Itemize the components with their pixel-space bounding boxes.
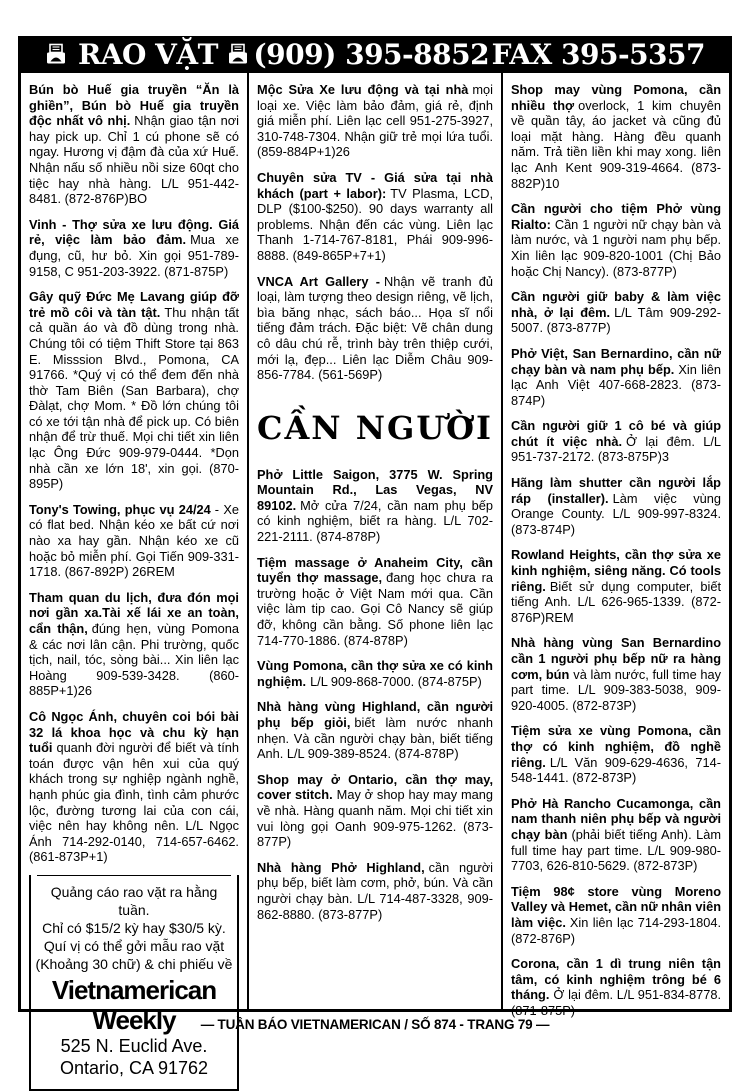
page-title: RAO VẶT bbox=[78, 38, 218, 71]
publisher-info-box bbox=[29, 875, 239, 1091]
masthead-phone: (909) 395-8852 bbox=[253, 38, 490, 71]
ad-body: (phải biết tiếng Anh). Làm full time hay part time. L/L 909-980-7703, 626-810-5629. (872-873P) bbox=[511, 826, 722, 874]
ad-lead: Shop may ở Ontario, cần thợ may, cover stitch. bbox=[257, 771, 494, 803]
ad-body: cần người phụ bếp, biết làm cơm, phở, bún. Và cần người chạy bàn. L/L 714-487-3328, 909-862-8880. (873-877P) bbox=[257, 859, 494, 922]
ad-lead: Tham quan du lịch, đưa đón mọi nơi gần xa.Tài xế lái xe an toàn, cẩn thận, bbox=[29, 589, 239, 636]
fax-machine-icon bbox=[45, 43, 69, 67]
ad-shop-may-ontario bbox=[257, 772, 493, 850]
ad-body: TV Plasma, LCD, DLP ($100-$250). 90 days warranty all problems. Nhận đến các vùng. Liên lạc Thanh 1-714-767-8181, Phái 909-996-8888. (849-865P+7+1) bbox=[257, 185, 494, 263]
ad-lead: Tony's Towing, phục vụ 24/24 bbox=[29, 501, 211, 517]
ad-lead: Cô Ngọc Ánh, chuyên coi bói bài 32 lá khoa học và chu kỳ hạn tuổi bbox=[29, 708, 239, 756]
ad-lead: Corona, cần 1 dì trung niên tận tâm, có kinh nghiệm trông bé 6 tháng. bbox=[511, 956, 722, 1003]
section-header-help-wanted: CẦN NGƯỜI bbox=[257, 408, 494, 447]
publisher-name: Vietnamerican Weekly bbox=[51, 974, 217, 1035]
ad-body: đúng hẹn, vùng Pomona & các nơi lân cận. Phi trường, quốc tịch, nail, tóc, sòng bài... Xin liên lạc Hoàng 909-539-3428. (860-885P+1)26 bbox=[29, 621, 239, 699]
ad-lead: VNCA Art Gallery - bbox=[257, 273, 380, 289]
ad-chuyen-sua-tv bbox=[257, 170, 493, 264]
pubbox-line: Quảng cáo rao vặt ra hằng tuần. bbox=[50, 883, 218, 918]
ad-lead: Gây quỹ Đức Mẹ Lavang giúp đỡ trẻ mồ côi và tàn tật. bbox=[29, 289, 239, 320]
fax-machine-icon bbox=[227, 43, 251, 67]
publisher-address-street: 525 N. Euclid Ave. bbox=[60, 1035, 208, 1056]
ad-corona-trong-be bbox=[511, 956, 721, 1018]
masthead-title-group bbox=[45, 38, 251, 71]
ad-lead: Phở Hà Rancho Cucamonga, cần nam thanh niên phụ bếp và người chạy bàn bbox=[511, 795, 722, 842]
ad-body: L/L 909-868-7000. (874-875P) bbox=[310, 673, 482, 689]
ad-hang-lam-shutter bbox=[511, 475, 721, 537]
ad-body: biết làm nước nhanh nhẹn. Và cần người chạy bàn, biết tiếng Anh. L/L 909-389-8524. (874-878P) bbox=[257, 715, 494, 762]
ad-nha-hang-highland bbox=[257, 699, 493, 761]
ad-lead: Vinh - Thợ sửa xe lưu động. Giá rẻ, việc làm bảo đảm. bbox=[29, 216, 239, 248]
ad-lead: Cần người cho tiệm Phở vùng Rialto: bbox=[511, 201, 722, 232]
ad-lead: Cần người giữ 1 cô bé và giúp chút ít việc nhà. bbox=[511, 418, 722, 449]
page-footer: — TUẦN BÁO VIETNAMERICAN / SỐ 874 - TRANG 79 — bbox=[200, 1017, 550, 1032]
ad-tiem-sua-xe-pomona bbox=[511, 723, 721, 785]
ad-lead: Hãng làm shutter cần người lắp ráp (installer). bbox=[511, 475, 722, 506]
ad-body: Biết sử dụng computer, biết tiếng Anh. L/L 626-965-1339. (872-876P)REM bbox=[511, 578, 722, 625]
ad-lead: Nhà hàng vùng San Bernardino cần 1 người phụ bếp nữ ra hàng cơm, bún bbox=[511, 635, 722, 682]
pubbox-line: (Khoảng 30 chữ) & chi phiếu về bbox=[35, 955, 233, 972]
pubbox-line: Quí vị có thể gởi mẫu rao vặt bbox=[43, 937, 225, 954]
ad-body: Thu nhận tất cả quần áo và đồ dùng trong nhà. Chúng tôi có tiệm Thift Store tại 863 E. Misssion Blvd., Pomona, CA 91766. *Quý vị có thể đem đến nhà thờ Tam Biên (San Barbara), chợ Đàlạt, chợ Mom. * Đồ lớn chúng tôi có xe tới tận nhà để pick up. Có biên nhận để trừ thuế. Mọi chi tiết xin liên lạc Ông Đức 909-979-0444. *Dọn nhà cần xe lớn 18', xin gọi. (870-895P) bbox=[29, 304, 240, 492]
ad-nha-hang-pho-highland bbox=[257, 860, 493, 922]
masthead bbox=[21, 36, 729, 73]
ad-pho-viet-san-bernardino bbox=[511, 346, 721, 408]
ad-body: overlock, 1 kim chuyên về quần tây, áo jacket và cũng đủ loại mặt hàng. Hàng đều quanh năm. Trả tiền liền khi may xong. liên lạc Anh Kent 909-319-4664. (873-882P)10 bbox=[511, 97, 722, 191]
masthead-fax: FAX 395-5357 bbox=[491, 38, 705, 71]
ad-vinh-tho-sua-xe bbox=[29, 217, 239, 279]
column-3 bbox=[501, 73, 729, 1018]
ad-body: quanh đời người để biết và tính toán được vận hên xui của quý khách trong sự nghiệp ngành nghề, hạnh phúc gia đình, tình cảm phước lộc, đường tương lai của con cái, việc nên hay không nên. L/L Ngọc Ánh 714-292-0140, 714-657-6462. (861-873P+1) bbox=[29, 740, 239, 865]
ad-body: và làm nước, full time hay part time. L/L 909-383-5038, 909-920-4005. (872-873P) bbox=[511, 666, 722, 713]
ad-body: - Xe có flat bed. Nhận kéo xe bất cứ nơi nào xa hay gần. Nhận kéo xe cũ hoặc bỏ miễn phí. Gọi Tiến 909-331-1718. (867-892P) 26REM bbox=[29, 501, 239, 580]
ad-tiem-massage-anaheim bbox=[257, 555, 493, 649]
ad-lead: Tiệm massage ở Anaheim City, cần tuyển thợ massage, bbox=[257, 554, 494, 586]
ad-nha-hang-san-bernardino bbox=[511, 635, 721, 713]
column-2 bbox=[247, 73, 501, 1009]
ad-body: Nhận vẽ tranh đủ loại, làm tượng theo design riêng, vẽ lịch, bìa băng nhạc, sách báo... Họa sĩ nổi tiếng đảm trách. Đặc biệt: Vẽ chân dung cô dâu chú rễ, trình bày trên thiệp cưới, mới lạ, đẹp... Liên lạc Diễm Châu 909-856-7784. (561-569P) bbox=[257, 273, 494, 383]
ad-body: Ở lại đêm. L/L 951-834-8778. (871-875P) bbox=[511, 987, 722, 1018]
ad-98c-store-moreno-valley bbox=[511, 884, 721, 946]
ad-body: L/L Văn 909-629-4636, 714-548-1441. (872-873P) bbox=[511, 754, 722, 786]
ad-body: May ở shop hay may mang về nhà. Hàng quanh năm. Mọi chi tiết xin vui lòng gọi Oanh 909-975-1262. (873-877P) bbox=[257, 787, 494, 850]
ad-gay-quy-duc-me-lavang bbox=[29, 289, 239, 492]
ad-body: L/L Tâm 909-292-5007. (873-877P) bbox=[511, 304, 722, 336]
ad-lead: Tiệm sửa xe vùng Pomona, cần thợ có kinh nghiệm, đồ nghề riêng. bbox=[511, 723, 722, 770]
ad-bun-bo-hue bbox=[29, 82, 239, 207]
ad-body: Ở lại đêm. L/L 951-737-2172. (873-875P)3 bbox=[511, 433, 722, 465]
ad-lead: Tiệm 98¢ store vùng Moreno Valley và Hemet, cần nữ nhân viên làm việc. bbox=[511, 883, 722, 930]
ad-lead: Nhà hàng vùng Highland, cần người phụ bếp giỏi, bbox=[257, 699, 494, 730]
ad-tonys-towing bbox=[29, 502, 239, 580]
ad-lead: Vùng Pomona, cần thợ sửa xe có kinh nghiệm. bbox=[257, 658, 494, 689]
column-1 bbox=[21, 73, 247, 1078]
ad-body: Mua xe đụng, cũ, hư bỏ. Xin gọi 951-789-9158, C 951-203-3922. (871-875P) bbox=[29, 232, 240, 279]
ad-body: Xin liên lạc Anh Việt 407-668-2823. (873-874P) bbox=[511, 361, 722, 408]
ad-rowland-heights bbox=[511, 547, 721, 625]
ad-pho-little-saigon bbox=[257, 467, 493, 545]
ad-shop-may-pomona bbox=[511, 82, 721, 191]
ad-body: Nhận giao tận nơi hay pick up. Chỉ 1 cú phone sẽ có ngay. Hương vị đậm đà của xứ Huế. Nhận nấu số nhiều nồi size 60qt cho tiệc hay nhà hàng. L/L 951-442-8481. (872-876P)BO bbox=[29, 113, 239, 207]
ad-lead: Shop may vùng Pomona, cần nhiều thợ bbox=[511, 82, 722, 113]
ad-lead: Rowland Heights, cần thợ sửa xe kinh nghiệm, siêng năng. Có tools riêng. bbox=[511, 547, 722, 594]
ad-lead: Nhà hàng Phở Highland, bbox=[257, 859, 425, 875]
ad-vnca-art-gallery bbox=[257, 274, 493, 383]
ad-lead: Phở Việt, San Bernardino, cần nữ chạy bàn và nam phụ bếp. bbox=[511, 345, 722, 377]
ad-body: Mở cửa 7/24, cần nam phụ bếp có kinh nghiệm, biết ra hàng. L/L 702-221-2111. (874-878P) bbox=[257, 497, 494, 545]
ad-co-ngoc-anh bbox=[29, 709, 239, 865]
ad-body: đang học chưa ra trường hoặc ở Việt Nam mới qua. Cần việc làm tip cao. Gọi Cô Nancy sẽ giúp đỡ, không cần bằng. Số phone liên lạc 714-770-1886. (874-878P) bbox=[257, 570, 494, 648]
ad-pho-ha-rancho-cucamonga bbox=[511, 796, 721, 874]
ad-lead: Bún bò Huế gia truyền “Ăn là ghiền”, Bún bò Huế gia truyền độc nhất vô nhị. bbox=[29, 82, 239, 129]
ad-lead: Mộc Sửa Xe lưu động và tại nhà bbox=[257, 82, 469, 97]
ad-lead: Cần người giữ baby & làm việc nhà, ở lại đêm. bbox=[511, 289, 722, 320]
ad-body: Làm việc vùng Orange County. L/L 909-997-8324. (873-874P) bbox=[511, 490, 722, 537]
pubbox-line: Chỉ có $15/2 kỳ hay $30/5 kỳ. bbox=[42, 919, 226, 936]
ad-lead: Phở Little Saigon, 3775 W. Spring Mountain Rd., Las Vegas, NV 89102. bbox=[257, 466, 494, 513]
ad-giu-baby-viec-nha bbox=[511, 289, 721, 336]
ad-body: Cần 1 người nữ chạy bàn và làm nước, và 1 người nam phụ bếp. Xin liên lạc 909-820-1001 (Chị Bảo hoặc Chị Nancy). (873-877P) bbox=[511, 216, 722, 279]
ad-body: mọi loại xe. Việc làm bảo đảm, giá rẻ, định giá miễn phí. Liên lạc cell 951-275-3927, 310-748-7304. Nhận giữ trẻ mọi lứa tuổi. (859-884P+1)26 bbox=[257, 82, 494, 160]
ad-vung-pomona-tho-sua-xe bbox=[257, 658, 493, 689]
ad-giu-co-be bbox=[511, 418, 721, 465]
ad-lead: Chuyên sửa TV - Giá sửa tại nhà khách (part + labor): bbox=[257, 169, 494, 201]
publisher-address-city: Ontario, CA 91762 bbox=[59, 1057, 209, 1078]
ad-moc-sua-xe bbox=[257, 82, 493, 160]
ad-body: Xin liên lạc 714-293-1804. (872-876P) bbox=[511, 914, 721, 946]
ad-tham-quan-du-lich bbox=[29, 590, 239, 699]
ad-tiem-pho-rialto bbox=[511, 201, 721, 279]
